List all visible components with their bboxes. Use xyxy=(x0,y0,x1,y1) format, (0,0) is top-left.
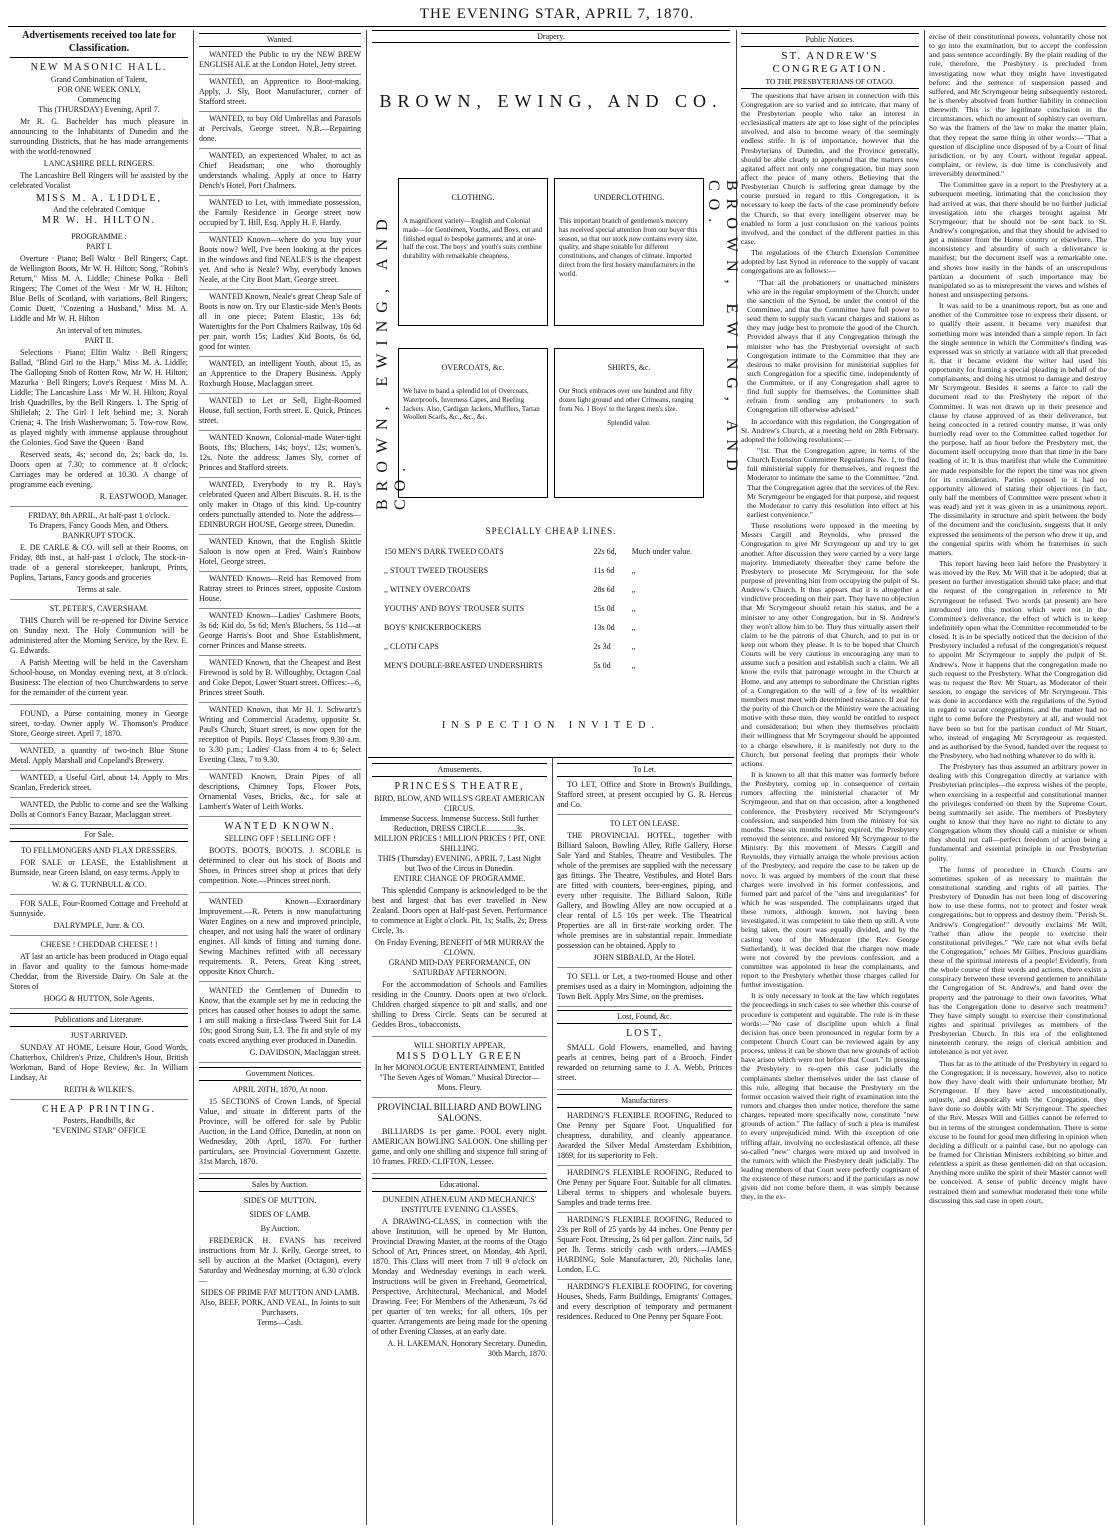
cheap-lines-header: SPECIALLY CHEAP LINES. xyxy=(485,526,617,536)
cheap-line-note: ,, xyxy=(631,566,636,575)
princess-title: PRINCESS THEATRE, xyxy=(394,781,525,792)
dolly-body: In her MONOLOGUE ENTERTAINMENT, Entitled "The Seven Ages of Woman." Musical Director—Mons. Fleury. xyxy=(374,1063,545,1092)
fellmongers-ad xyxy=(10,846,188,895)
hogg-line: HOGG & HUTTON, Sole Agents. xyxy=(43,993,155,1003)
cheap-lines xyxy=(382,542,720,675)
wanted-header: Wanted. xyxy=(199,33,361,47)
lakeman-sign: A. H. LAKEMAN, Honorary Secretary. Dunedin, 30th March, 1870. xyxy=(387,1338,547,1358)
cheap-lines-table xyxy=(382,542,720,675)
byauction-line: By Auction. xyxy=(260,1223,300,1233)
lamb-line: SIDES OF LAMB. xyxy=(249,1209,311,1219)
cheap-line-item: MEN'S DOUBLE-BREASTED UNDERSHIRTS xyxy=(384,661,543,670)
lease-title: TO LET ON LEASE. xyxy=(609,819,680,828)
turnbull-line: W. & G. TURNBULL & CO. xyxy=(51,879,147,889)
auction-header: Sales by Auction. xyxy=(199,1178,361,1192)
athenaeum-ad xyxy=(372,1195,547,1359)
dolly-pre: WILL SHORTLY APPEAR, xyxy=(413,1040,506,1050)
lost-body: SMALL Gold Flowers, enamelled, and having pearls at centres, being part of a Brooch. Finder rewarded on returning same to J. A. Webb, Princes street. xyxy=(557,1042,732,1082)
lost-found-header: Lost, Found, &c. xyxy=(557,1010,732,1024)
athenaeum-title: DUNEDIN ATHENÆUM AND MECHANICS' INSTITUTE EVENING CLASSES. xyxy=(382,1194,537,1214)
masthead-rule xyxy=(8,26,1106,27)
circus-matinee: GRAND MID-DAY PERFORMANCE, ON SATURDAY AFTERNOON. xyxy=(388,957,531,977)
peters-body: THIS Church will be re-opened for Divine Service on Sunday next. The Holy Communion will be administered after the Morning Service, by the Rev. E. G. Edwards. xyxy=(10,615,188,655)
notice-quote: "1st. That the Congregation agree, in terms of the Church Extension Committee Regulations No. 1, to find full ministerial supply for themselves, and request the Moderator to intimate the same to the Committee. "2nd. That the Congregation agree that the services of the Rev. Mr Scrymgeour be engaged for that purpose, and request the Moderator to carry this resolution into effect at his earliest convenience." xyxy=(747,446,919,520)
reith-line: REITH & WILKIE'S. xyxy=(64,1084,134,1094)
hall-line: FOR ONE WEEK ONLY, xyxy=(57,84,141,94)
cheap-line-row xyxy=(382,599,720,618)
parish-body: A Parish Meeting will be held in the Caversham School-house, on Monday evening next, at 8 o'clock. Business: The election of two Churchwardens to serve for the remainder of the current year. xyxy=(10,657,188,697)
evans-body: FREDERICK H. EVANS has received instructions from Mr J. Kelly, George street, to sell by auction at the Market (Octagon), every Saturday and Wednesday morning, at 6.30 o'clock— xyxy=(199,1235,361,1285)
circus-title: BIRD, BLOW, AND WILLS'S GREAT AMERICAN CIRCUS. xyxy=(374,793,545,813)
athenaeum-body: A DRAWING-CLASS, in connection with the above Institution, will be opened by Mr Hutton, Provincial Drawing Master, at the rooms of the Otago School of Art, Princes street, on Monday, 4th April, 1870. This Class will meet from 7 till 9 o'clock on Monday and Wednesday evenings in each week. Instructions will be given in Freehand, Geometrical, Perspective, Architectural, Mechanical, and Model Drawing. Fee; For Members of the Athenæum, 7s 6d per quarter of ten weeks; for all others, 10s per quarter. Arrangements are being made for the opening of other Evening Classes, at an early date. xyxy=(372,1216,547,1336)
cheap-line-item: ,, WITNEY OVERCOATS xyxy=(384,585,471,594)
hall-manager: R. EASTWOOD, Manager. xyxy=(99,491,188,501)
column-rule xyxy=(193,30,194,1525)
underclothing-title: UNDERCLOTHING. xyxy=(593,193,665,202)
wanted-public-ad: WANTED, the Public to come and see the Walking Dolls at Connor's Fancy Bazaar, Maclaggan street. xyxy=(10,800,188,825)
sibbald-sign: JOHN SIBBALD, At the Hotel. xyxy=(593,953,696,962)
hall-and: And the celebrated Comique xyxy=(53,205,145,214)
notice-para: This report having been laid before the Presbytery it was moved by the Rev. Mr Will that it be adopted; that at present no further investigation should take place; and that the request of the congregation in reference to Mr Scrymgeour be refused. Two words (at present) are here introduced into this motion which were not in the Committee's deliverance, the effect of which is to keep indefinitely open what the Committee recommended to be closed. It is to be specially noticed that the decision of the Presbytery included a refusal of the congregation's request to appoint Mr Scrymgeour to supply the pulpit of St. Andrew's. Now it happens that the congregation made no such request to the Presbytery. What the Congregation did was to request the Rev. Mr Stuart, as Moderator of their session, to engage the services of Mr Scrymgeour. This was done in accordance with the regulations of the Synod in regard to vacant congregations, and the matter had no right to come before the Presbytery at all, and would not have been so but for the partisan conduct of Mr Stuart, who, instead of engaging Mr Scrymgeour as requested, and as authorised by the Synod, handed over the request to the Presbytery, who had nothing whatever to do with it. xyxy=(929,559,1107,760)
publications-header: Publications and Literature. xyxy=(10,1013,188,1027)
circus-body: Immense Success. Immense Success. Still further Reduction, DRESS CIRCLE...............3s. xyxy=(380,813,539,833)
printing-ad xyxy=(10,1104,188,1137)
underclothing-box xyxy=(554,178,704,326)
hall-ringers: LANCASHIRE BELL RINGERS. xyxy=(43,158,155,168)
wanted-ad: WANTED to Let, with immediate possession, the Family Residence in George street now occupied by T. Hill, Esq. Apply H. F. Hardy. xyxy=(199,198,361,233)
inspection-invited: INSPECTION INVITED. xyxy=(442,720,660,731)
arrived-line: JUST ARRIVED. xyxy=(70,1030,128,1040)
column-to-let xyxy=(557,760,732,1525)
notice-quote: "That all the probationers or unattached ministers who are in the regular employment of the Church, under the sanction of the Synod, be under the control of the Committee, and that the Committee have full power to send them to supply such vacant charges and stations as they may judge best to promote the good of the Church. Provided always that if any Congregation through the minister who has the Presbyterial oversight of such Congregation intimate to the Committee that they are desirous to make provision for ministerial supplies for such Congregation for a specific time, independently of the Committee, or if any Congregation shall agree to find full supply for themselves, the Committee shall refrain from sending any probationers to such Congregation till otherwise advised." xyxy=(747,277,919,415)
cheap-line-note: ,, xyxy=(631,604,636,613)
cheese-ad xyxy=(10,940,188,1009)
cheap-line-price: 11s 6d xyxy=(593,566,615,575)
cheap-line-price: 2s 3d xyxy=(593,642,611,651)
notice-para: In accordance with this regulation, the Congregation of St. Andrew's Church, at a meeting held on 28th February, adopted the following resolutions:— xyxy=(741,416,919,444)
st-peters-ad xyxy=(10,604,188,705)
notice-para: These resolutions were opposed in the meeting by Messrs Cargill and Reynolds, who pressed the Congregation to give Mr Scrymgeour up and try to get another. After discussion they were carried by a very large majority. Immediately thereafter they came before the Presbytery to prosecute Mr Scrymgeour, for the sole purpose of preventing him from occupying the pulpit of St. Andrew's Church. It thus appears that it is altogether a vindictive proceeding on their part. They have no objection that Mr Scrymgeour should retain his status, and be a minister to any other Congregation, but in St. Andrew's they won't allow him to be. They thus virtually assert their claim to be the patrons of that Church, and to put in or keep out whom they please. It is to be hoped that Church Courts will be very cautious in encouraging any man to assume such a position and establish such a claim. We all know the evils that patronage wrought in the Church at Home, and any attempt to subordinate the Christian rights of a Congregation to the will of a few of its wealthier members must meet with determined resistance. If zeal for the purity of the Church or the Ministry were the actuating motive with these men, they would be entitled to respect and consideration; but when they themselves proclaim their willingness that Mr Scrymgeour should be appointed to a charge elsewhere, it is manifestly not duty to the Church, but personal feeling that prompts their whole actions. xyxy=(741,521,919,768)
cheap-line-row xyxy=(382,637,720,656)
davidson-body: WANTED the Gentlemen of Dunedin to Know, that the example set by me in reducing the prices has caused other houses to adopt the same. I am still making a first-class Tweed Suit for L4 10s; good Strong Suit, L3. The fit and style of my coats exceed anything ever produced in Dunedin. xyxy=(199,985,361,1045)
hall-items2: Selections · Piano; Elfin Waltz · Bell Ringers; Ballad, "Blind Girl to the Harp," Miss M. A. Liddle; The Galloping Snob of Rotten Row, Mr W. H. Hilton; Mazurka · Bell Ringers; Love's Request · Miss M. A. Liddle; The Lancashire Lass · Mr W. H. Hilton; Royal Irish Quadrilles, by the Bell Ringers. 1. The Sprig of Shillelah; 2. The Girl I left behind me; 3. Norah Criena; 4. The Irish Washerwoman; 5. Tow-row Row, as played nightly with immense applause throughout the Colonies. God Save the Queen · Band xyxy=(10,347,188,447)
dolly-title: MISS DOLLY GREEN xyxy=(396,1050,523,1062)
mutton-auction-ad xyxy=(199,1196,361,1328)
cheap-line-note: ,, xyxy=(631,585,636,594)
notice-para: The forms of procedure in Church Courts are sometimes spoken of as necessary to maintain the constitutional standing and rights of all parties. The Presbytery of Dunedin has not been long of discovering how to use these forms, not to protect and foster weak congregations, but to oppress and destroy them. "Perish St. Andrew's Congregation!" devoutly exclaims Mr Will, "rather than allow the people to exercise their constitutional privileges." "We care not what evils befal the Congregation," echoes Mr Gillies. Precious guardians these of the spiritual interests of a people! Evidently, from the whole course of their words and actions, there exists a conspiracy between these reverend gentlemen to annihilate the Congregation of St. Andrew's, and hand over the property and the patronage to their own favorites. What has the Congregation done to deserve such treatment? They have simply sought to exercise their constitutional rights and spiritual privileges as members of the Presbyterian Church. In this era of the enlightened nineteenth century, the reign of clerical ambition and intolerance is not yet over. xyxy=(929,864,1107,1057)
scoble-ad xyxy=(199,821,361,893)
notice-para: The Committee gave in a report to the Presbytery at a subsequent meeting, intimating that the conclusion they had arrived at was, that there should be no further judicial investigation into the charges brought against Mr Scrymgeour; that he should not be sent back to St. Andrew's congregation, and that they should be advised to get a minister from the Home country or elsewhere. The inconsistency and absurdity of such a deliverance is manifest; but the document itself was a remarkable one, and shows how easily in the hands of an unscrupulous partizan a document of such importance may be manipulated so as to misrepresent the views and wishes of honest and unsuspecting persons. xyxy=(929,180,1107,299)
wanted-ad: WANTED, an intelligent Youth, about 15, as an Apprentice to the Drapery Business. Apply Roxburgh House, Maclaggan street. xyxy=(199,359,361,394)
notice-para: It is only necessary to look at the law which regulates the proceedings in such cases to see whether this course of procedure is competent and equitable. The rule is in these words:—"No case of discipline upon which a final decision has once been pronounced in regular form by a competent Church Court can be reviewed again by any process, unless it can be shown that new grounds of action have arisen which were not before that Court." In pressing the Presbytery to re-open this case judicially the complainants shelter themselves under the last clause of this rule, alleging that because the Presbytery on the former occasion waived their right of examination into the rumors and charges then under notice, therefore the same charges, repeated more specifically now, constitute "new grounds of action." The fallacy of such a plea is manifest to every unprejudiced mind. With the exception of one trifling affair, involving no ecclesiastical offence, all these so-called "new" charges were mixed up and involved in the rumors with which the Presbytery dealt judicially. The leading members of that Court were perfectly cognisant of the existence of these rumors; and if the particulars as now given did not come before them, it was simply because they, in the ex- xyxy=(741,991,919,1202)
known-title: WANTED KNOWN. xyxy=(224,821,336,832)
cheap-line-item: YOUTHS' AND BOYS' TROUSER SUITS xyxy=(384,604,525,613)
wanted-girl-ad: WANTED, a Useful Girl, about 14. Apply to Mrs Scanlan, Frederick street. xyxy=(10,773,188,798)
wanted-list xyxy=(199,50,361,817)
cheap-line-item: ,, CLOTH CAPS xyxy=(384,642,439,651)
cheap-line-item: ,, STOUT TWEED TROUSERS xyxy=(384,566,489,575)
hall-line: Commencing xyxy=(77,94,121,104)
wanted-ad: WANTED, to buy Old Umbrellas and Parasols at Percivals, George street. N.B.—Repairing done. xyxy=(199,114,361,149)
wanted-ad: WANTED, Everybody to try R. Hay's celebrated Queen and Albert Biscuits. R. H. is the only maker in Otago of this kind. Up-country orders punctually attended to. Note the address— EDINBURGH HOUSE, George street, Dunedin. xyxy=(199,480,361,535)
cheap-line-row xyxy=(382,656,720,675)
hall-items1: Overture · Piano; Bell Waltz · Bell Ringers; Capt. de Wellington Boots, Mr W. H. Hilton; Song, "Robin's Return," Miss M. A. Liddle; Chinese Polka · Bell Ringers; The Comet of the West · Mr W. H. Hilton; Blue Bells of Scotland, with variations, Bell Ringers; Comic Duett, "Cozening a Husband," Miss M. A. Liddle and Mr W. H. Hilton xyxy=(10,253,188,323)
cottage-body: FOR SALE, Four-Roomed Cottage and Freehold at Sunnyside. xyxy=(10,898,188,918)
circus-change-body: This splendid Company is acknowledged to be the best and largest that has ever travelled in New Zealand. Doors open at Half-past Seven. Performance to commence at Eight o'clock. Pit, 1s; Stalls, 2s; Dress Circle, 3s. xyxy=(372,885,547,935)
shirts-title: SHIRTS, &c. xyxy=(607,363,651,372)
printing-title: CHEAP PRINTING. xyxy=(41,1103,157,1115)
notice-para: ercise of their constitutional powers, voluntarily chose not to go into the examination, but to accept the confession and pass sentence accordingly. By the plain reading of the rule, therefore, the Presbytery is precluded from investigating now what they might have investigated before; and the sentence of suspension passed and suffered, and Mr Scrymgeour being subsequently restored, he is thereby absolved from further liability in connection therewith. This is the legitimate conclusion in the circumstances, which no amount of sophistry can overturn. So was the framers of the law to make the matter plain, that they repeat the same thing in other words:—"That a question of discipline once disposed of by a Court of final jurisdiction, or by any Court, without regular appeal, complaint, or review, is due time is conclusively and irreversibly determined." xyxy=(929,32,1107,179)
late-ads-header: Advertisements received too late for Classification. xyxy=(10,30,188,58)
harding-ad-3: HARDING'S FLEXIBLE ROOFING, Reduced to 23s per Roll of 25 yards by 44 inches. One Penny per Square Foot. Dressing, 2s 6d per gallon. Zinc nails, 5d per lb. Terms strictly cash with orders.—JAMES HARDING, Sole Manufacturer, 20, Nicholas lane, London, E.C. xyxy=(557,1215,732,1280)
davidson-ad xyxy=(199,986,361,1063)
cheap-line-price: 15s 0d xyxy=(593,604,615,613)
friday-line: FRIDAY, 8th APRIL, At half-past 1 o'clock. xyxy=(28,510,170,520)
cheese-title: CHEESE ! CHEDDAR CHEESE ! ! xyxy=(40,939,158,949)
amusements-header: Amusements. xyxy=(372,763,547,777)
circus-matinee-body: For the accommodation of Schools and Families residing in the Country. Doors open at two o'clock. Children charged sixpence to pit and stalls, and one shilling to Dress Circle. Seats can be secured at Geddes Bros., tobacconists. xyxy=(372,979,547,1029)
hall-title: NEW MASONIC HALL. xyxy=(30,62,168,73)
sunday-body: SUNDAY AT HOME, Leisure Hour, Good Words, Chatterbox, Children's Prize, Children's Hour, British Workman, Band of Hope Review, &c. In William Lindsay, At xyxy=(10,1042,188,1082)
mutton-line: SIDES OF MUTTON. xyxy=(243,1195,317,1205)
harding-ad-1: HARDING'S FLEXIBLE ROOFING, Reduced to One Penny per Square Foot. Unqualified for cheapness, durability, and cleanly appearance. Awarded the Silver Medal Amsterdam Exhibition, 1869, for its superiority to Felt. xyxy=(557,1111,732,1166)
educational-header: Educational. xyxy=(372,1178,547,1192)
cheap-line-price: 5s 0d xyxy=(593,661,611,670)
column-public-notices xyxy=(741,30,919,1525)
cheap-line-row xyxy=(382,542,720,561)
column-wanted xyxy=(199,30,361,1525)
hall-programme: PROGRAMME : xyxy=(71,231,127,241)
harding-ad-2: HARDING'S FLEXIBLE ROOFING, Reduced to One Penny per Square Foot. Suitable for all climates. Liberal terms to shippers and wholesale buyers. Samples and trade terms free. xyxy=(557,1168,732,1213)
masonic-hall-ad xyxy=(10,62,188,507)
notice-para: It is known to all that this matter was formerly before the Presbytery, coming up in consequence of certain rumors affecting the ministerial character of Mr Scrymgeour, and that on that occasion, after a lengthened conference, the Presbytery received Mr Scrymgeour's confession, and suspended him from the ministry for six months. These six months having expired, the Presbytery removed the sentence, and restored Mr Scrymgeour to the Ministry. By this movement of Messrs Cargill and Reynolds, they virtually arraign the whole previous action of the Presbytery, and require the case to be taken up de novo. It was argued by members of the court that these charges were involved in his former confessions, and formed part and parcel of the "sins and irregularities" for which he was suspended. The complainants urged that these rumors, although known, not having been investigated, it was competent to take them up still. A vote being taken, the court was equally divided, and by the casting vote of the Moderator (the Rev. George Sutherland), it was decided that the charges now made were not covered by the previous confession, and a committee was appointed to hear the complainants, and report to the Presbytery whether those charges called for further investigation. xyxy=(741,769,919,990)
printing-body: Posters, Handbills, &c xyxy=(63,1116,135,1125)
harding-ad-4: HARDING'S FLEXIBLE ROOFING, for covering Houses, Sheds, Farm Buildings, Emigrants' Cottages, and every description of temporary and permanent residences. Reduced to One Penny per Square Foot. xyxy=(557,1281,732,1321)
billiard-title: PROVINCIAL BILLIARD AND BOWLING SALOONS. xyxy=(377,1102,542,1124)
wanted-ad: WANTED, an Apprentice to Boot-making. Apply, J. Sly, Boot Manufacturer, corner of Stafford street. xyxy=(199,77,361,112)
known-sub: SELLING OFF ! SELLING OFF ! xyxy=(224,833,336,843)
circus-change: ENTIRE CHANGE OF PROGRAMME. xyxy=(393,873,526,883)
hall-body: Mr R. G. Bachelder has much pleasure in announcing to the Inhabitants of Dunedin and the surrounding Districts, that he has made arrangements with the world-renowned xyxy=(10,116,188,156)
hall-assist: The Lancashire Bell Ringers will be assisted by the celebrated Vocalist xyxy=(10,170,188,190)
cheap-line-row xyxy=(382,618,720,637)
column-public-notices-cont xyxy=(929,30,1107,1525)
wanted-ad: WANTED Known—where do you buy your Boots now? Well, I've been looking at the prices in the windows and find NEALE'S is the cheapest yet. And who is Neale? Why, everybody knows Neale, at the City Boot Mart, George street. xyxy=(199,235,361,290)
wanted-ad: WANTED Known—Ladies' Cashmere Boots, 3s 6d; Kid do, 5s 6d; Men's Bluchers, 5s 11d—at George Harris's Boot and Shoe Establishment, corner Princes and Manse streets. xyxy=(199,611,361,656)
circus-friday: On Friday Evening, BENEFIT of MR MURRAY the CLOWN. xyxy=(374,937,545,957)
wanted-ad: WANTED the Public to try the NEW BREW ENGLISH ALE at the London Hotel, Jetty street. xyxy=(199,50,361,75)
wanted-stone-ad: WANTED, a quantity of two-inch Blue Stone Metal. Apply Marshall and Copeland's Brewery. xyxy=(10,746,188,771)
lost-ad xyxy=(557,1028,732,1090)
public-notices-header: Public Notices. xyxy=(741,33,919,47)
cheap-line-note: ,, xyxy=(631,642,636,651)
wanted-ad: WANTED Known, that the English Skittle Saloon is now open at Fred. Wain's Rainbow Hotel, George street. xyxy=(199,537,361,572)
peters-engines-ad: WANTED Known—Extraordinary Improvement.—R. Peters is now manufacturing Water Engines on a new and improved principle, cheaper, and not using half the water of ordinary engines. All kinds of fitting and turning done. Sewing Machines refitted with all necessary requirements. R. Peters, Great King street, opposite Knox Church. xyxy=(199,897,361,982)
shirts-box xyxy=(554,348,704,498)
davidson-sign: G. DAVIDSON, Maclaggan street. xyxy=(249,1047,361,1057)
manufacturers-header: Manufacturers xyxy=(557,1094,732,1108)
wanted-ad: WANTED Known, Drain Pipes of all descriptions, Chimney Tops, Flower Pots, Ornamental Vases, Bricks, &c., for sale at Lambert's Water of Leith Works. xyxy=(199,772,361,817)
st-andrews-sub: TO THE PRESBYTERIANS OF OTAGO. xyxy=(741,77,919,89)
drapers-line: To Drapers, Fancy Goods Men, and Others. xyxy=(29,520,169,530)
wanted-ad: WANTED Known, that Mr H. J. Schwartz's Writing and Commercial Academy, opposite St. Paul's Church, Stuart street, is now open for the reception of Pupils. Boys' Classes from 9.30 a.m. to 3.30 p.m.; Ladies' Class from 4 to 6; Select Evening Class, 7 to 9.30. xyxy=(199,705,361,770)
underclothing-body: This important branch of gentlemen's mercery has received special attention from our buyer this season, so that our stock now contains every size, quality, and shape suitable for different constitutions, and changes of climate. Imported direct from the first hosiery manufacturers in the world. xyxy=(559,217,698,278)
notice-para: The questions that have arisen in connection with this Congregation are so varied and so intricate, that many of the Presbyterian people who take an interest in ecclesiastical matters are apt to lose sight of the principles involved, and also to become weary of the seemingly endless strife. It is of importance, however that the Presbyterians of Dunedin, and the Province generally, should be able clearly to apprehend that the matters now agitated affect not only one congregation, but may soon affect the peace of many others. Believing that the Presbyterian Church is suffering great damage by the course pursued in regard to this Congregation, it is necessary to keep the facts of the case prominently before the Church, so that every intelligent observer may be enabled to form a just conclusion on the various points involved, and the conduct of the different parties in this case. xyxy=(741,90,919,246)
drapery-rule xyxy=(368,757,734,758)
printing-office: "EVENING STAR" OFFICE xyxy=(52,1126,146,1135)
clothing-body: A magnificent variety—English and Colonial made—for Gentlemen, Youths, and Boys, cut and finished equal to bespoke garments, and at one-half the cost. The boys' and youth's suits combine durability with remarkable cheapness. xyxy=(403,217,543,260)
lost-title: LOST. xyxy=(626,1028,663,1039)
gov-body: 15 SECTIONS of Crown Lands, of Special Value, and situate in different parts of the Province, will be offered for sale by Public Auction, in the Land Office, Dunedin, at noon on Wednesday, 20th April, 1870. For further particulars, see Provincial Government Gazette. 31st March, 1870. xyxy=(199,1096,361,1166)
drapery-side-right: BROWN, EWING, AND CO. xyxy=(705,180,740,479)
crown-lands-ad xyxy=(199,1085,361,1174)
column-amusements xyxy=(372,760,547,1525)
hall-liddle: MISS M. A. LIDDLE, xyxy=(35,192,162,204)
bankrupt-ad xyxy=(10,511,188,600)
store-to-let-ad: TO LET, Office and Store in Brown's Buildings, Stafford street, at present occupied by G. R. Hercus and Co. xyxy=(557,780,732,815)
circus-prices: MILLION PRICES ! MILLION PRICES ! PIT, ONE SHILLING. xyxy=(374,833,545,853)
cash-terms: Terms—Cash. xyxy=(257,1317,303,1327)
hall-hilton: MR W. H. HILTON. xyxy=(41,215,157,226)
terms-line: Terms at sale. xyxy=(76,584,122,594)
overcoats-box xyxy=(398,348,548,498)
billiard-ad xyxy=(372,1102,547,1174)
hall-part2: PART II. xyxy=(84,335,114,345)
known-body: BOOTS. BOOTS. BOOTS. J. SCOBLE is determined to clear out his stock of Boots and Shoes, in Princes street shop at prices that defy competition. Note.—Princes street north. xyxy=(199,845,361,885)
drapery-panel xyxy=(368,30,740,755)
notice-para: Thus far as to the attitude of the Presbytery in regard to the Congregation; it is necessary, however, also to notice how they have dealt with their unfortunate brother, Mr Scrymgeour. If they have acted unconstitutionally, unjustly, and despotically with the Congregation, they have done so doubly with Mr Scrymgeour. The speeches of the Rev. Messrs Will and Gillies cannot be referred to but in terms of the strongest condemnation. There is some excuse to be found for good men differing in opinion when deciding a difficult or a painful case, but no apology can be framed for Christian Ministers exhibiting so bitter and relentless a spirit as these gentlemen did on that occasion. Anything more unlike the spirit of their Master cannot well be conceived. A sense of public decency might have restrained them and somewhat moderated their tone while discussing this sad case in open court, xyxy=(929,1058,1107,1205)
provincial-hotel-ad xyxy=(557,819,732,968)
dolly-green-ad xyxy=(372,1041,547,1099)
drapery-side-left: BROWN, EWING, AND CO. xyxy=(374,211,409,510)
hall-line: Grand Combination of Talent, xyxy=(50,74,148,84)
cheap-line-row xyxy=(382,580,720,599)
cheese-body: AT last an article has been produced in Otago equal in flavor and quality to the famous home-made Cheddar, from the Riverside Dairy. On Sale at the Stores of xyxy=(10,951,188,991)
wanted-ad: WANTED to Let or Sell, Eight-Roomed House, full section, Forth street. E. Quick, Princes street. xyxy=(199,396,361,431)
fellmongers-title: TO FELLMONGERS AND FLAX DRESSERS. xyxy=(20,845,178,855)
sunday-at-home-ad xyxy=(10,1031,188,1100)
cheap-line-price: 13s 0d xyxy=(593,623,615,632)
for-sale-header: For Sale. xyxy=(10,828,188,842)
cheap-line-price: 22s 6d, xyxy=(593,547,617,556)
wanted-ad: WANTED, an experienced Whaler, to act as Chief Headsman; one who thoroughly understands whaling. Apply at once to Harry Dench's Hotel, Port Chalmers. xyxy=(199,151,361,196)
dalrymple-line: DALRYMPLE, Junr. & CO. xyxy=(53,920,145,930)
clothing-title: CLOTHING. xyxy=(451,193,495,202)
column-late-ads xyxy=(10,30,188,1525)
cheap-line-row xyxy=(382,561,720,580)
to-sell-ad: TO SELL or Let, a two-roomed House and other premises used as a dairy in Mornington, adjoining the Town Belt. Apply Mrs Sime, on the premises. xyxy=(557,972,732,1007)
cheap-line-item: BOYS' KNICKERBOCKERS xyxy=(384,623,482,632)
cheap-line-note: ,, xyxy=(631,661,636,670)
cottage-ad xyxy=(10,899,188,936)
carle-body: E. DE CARLE & CO. will sell at their Rooms, on Friday, 8th inst., at half-past 1 o'clock, The stock-in-trade of a general storekeeper, bankrupt, Prints, Poplins, Tartans, Fancy goods and groceries xyxy=(10,542,188,582)
circus-ad xyxy=(372,781,547,1037)
hall-line: This (THURSDAY) Evening, April 7. xyxy=(38,104,160,114)
overcoats-title: OVERCOATS, &c. xyxy=(441,363,505,372)
shirts-body: Our Stock embraces over one hundred and fifty dozen light ground and other Crimeans, ranging from No. 1 Boys' to the largest men's size. xyxy=(559,387,694,413)
drapery-firm: BROWN, EWING, AND CO. xyxy=(379,91,723,111)
drapery-header: Drapery. xyxy=(372,30,730,43)
cheap-line-item: 150 MEN'S DARK TWEED COATS xyxy=(384,547,504,556)
hall-interval: An interval of ten minutes. xyxy=(56,325,142,335)
cheap-line-note: Much under value. xyxy=(631,547,692,556)
shirts-end: Splendid value. xyxy=(607,419,651,428)
column-rule xyxy=(552,758,553,1525)
column-rule xyxy=(366,30,367,1525)
notice-para: The regulations of the Church Extension Committee adopted by last Synod in reference to the supply of vacant congregations are as follows:— xyxy=(741,248,919,276)
cheap-line-note: ,, xyxy=(631,623,636,632)
overcoats-body: We have to hand a splendid lot of Overcoats, Waterproofs, Inverness Capes, and Reefing Jackets. Also, Cardigan Jackets, Mufflers, Tartan Woollen Scarfs, &c., &c., &c. xyxy=(403,387,540,422)
circus-this: THIS (Thursday) EVENING, APRIL 7, Last Night but Two of the Circus in Dunedin. xyxy=(377,853,542,873)
wanted-ad: WANTED Known, that the Cheapest and Best Firewood is sold by B. Willoughby, Octagon Coal and Coke Depot, Lower Stuart street. Offices:—6, Princes street South. xyxy=(199,658,361,703)
hall-reserved: Reserved seats, 4s; second do, 2s; back do, 1s. Doors open at 7.30; to commence at 8 o'clock; Carriages may be ordered at 10.30. A change of programme each evening. xyxy=(10,449,188,489)
column-rule xyxy=(924,30,925,1525)
peters-title: ST. PETER'S, CAVERSHAM. xyxy=(49,603,149,613)
hotel-body: THE PROVINCIAL HOTEL, together with Billiard Saloon, Bowling Alley, Rifle Gallery, Horse Sale Yard and Stables, Theatre and Vestibules. The whole of the premises are supplied with the necessary gas fittings. The Theatre, Vestibules, and Hotel Bars are fitted with counters, beer-engines, piping, and every other requisite. The Billiard Saloon, Rifle Gallery, and Bowling Alley are now occupied at a clear rental of L5 10s per week. The Theatrical Properties are all in first-rate working order. The whole premises are in substantial repair. Immediate possession can be obtained. Apply to xyxy=(557,831,732,950)
wanted-ad: WANTED Known, Colonial-made Water-tight Boots, 18s; Bluchers, 14s; boys', 12s; women's, 12s. Note the address: James Sly, corner of Princes and Stafford streets. xyxy=(199,433,361,478)
wanted-ad: WANTED Known—Reid has Removed from Rattray street to Princes street, opposite Custom House. xyxy=(199,574,361,609)
government-header: Government Notices. xyxy=(199,1067,361,1081)
found-purse-ad: FOUND, a Purse containing money in George street, to-day. Owner apply W. Thomson's Produce Store, George street. April 7, 1870. xyxy=(10,709,188,744)
also-line: Also, BEEF, PORK, AND VEAL, In Joints to suit Purchasers. xyxy=(199,1297,361,1317)
hall-part1: PART I. xyxy=(86,241,112,251)
st-andrews-title: ST. ANDREW'S CONGREGATION. xyxy=(772,49,888,76)
prime-line: SIDES OF PRIME FAT MUTTON AND LAMB. xyxy=(200,1287,360,1297)
notice-para: It was said to be a unanimous report, but as one and another of the Committee rose to express their dissent, or to qualify their assent, it became very manifest that something more was intended than a simple report. In fact the single sentence in which the Committee's finding was expressed was so strictly at variance with all that preceded it, that it became evident the writer had used his opportunity for framing a special pleading in behalf of the complainants, and doing his utmost to damage and destroy Mr Scrymgeour. Besides it seems a farce to call the document read to the Presbytery the report of the Committee. It was not drawn up in their presence and clause by clause approved of as their deliverance, but being concocted in a retired country manse, it was only hurriedly read over to the Committee called together for the purpose, half an hour before the Presbytery met, the document itself occupying more than that time in the bare reading of it. It is thus manifest that while the Committee are made responsible for the report the time was not given for its consideration. Parties opposed to it had no opportunity allowed of stating their objections (in fact, only half the members of Committee were present when it was read) and yet it was given in as a unanimous report. The dissimilarity in structure and spirit between the body of the document and the conclusion, suggests that it only expressed the sentiments of the person who drew it up, and the congenial spirits with whom he fraternises in such matters. xyxy=(929,301,1107,557)
gov-date: APRIL 20TH, 1870, At noon. xyxy=(232,1084,328,1094)
fellmongers-body: FOR SALE or LEASE, the Establishment at Burnside, near Green Island, on easy terms. Apply to xyxy=(10,857,188,877)
to-let-header: To Let. xyxy=(557,763,732,777)
billiard-body: BILLIARDS 1s per game. POOL every night. AMERICAN BOWLING SALOON. One shilling per game, and only one shilling and sixpence full string of 10 frames. FRED. CLIFTON, Lessee. xyxy=(372,1126,547,1166)
wanted-ad: WANTED Known, Neale's great Cheap Sale of Boots is now on. Try our Elastic-side Men's Boots all in one piece; Patent Elastic, 13s 6d; Watertights for the Port Chalmers Railway, 10s 6d per pair, worth 15s; Ladies' Kid Boots, 6s 6d, good for winter. xyxy=(199,292,361,357)
clothing-box xyxy=(398,178,548,326)
cheap-line-price: 28s 6d xyxy=(593,585,615,594)
bankrupt-title: BANKRUPT STOCK. xyxy=(62,530,136,540)
notice-para: The Presbytery has thus assumed an arbitrary power in dealing with this Congregation directly at variance with Presbyterian principles—the express wishes of the people, when exercising in a respectful and constitutional manner the privileges conferred on them by the Supreme Court, being summarily set aside. The members of Presbytery ought to know that they have no right to dictate to any Congregation whom they should call a minister or whom they should not call—perfect freedom of action being a fundamental and essential principle in our Presbyterian polity. xyxy=(929,762,1107,863)
masthead: THE EVENING STAR, APRIL 7, 1870. xyxy=(419,6,695,22)
